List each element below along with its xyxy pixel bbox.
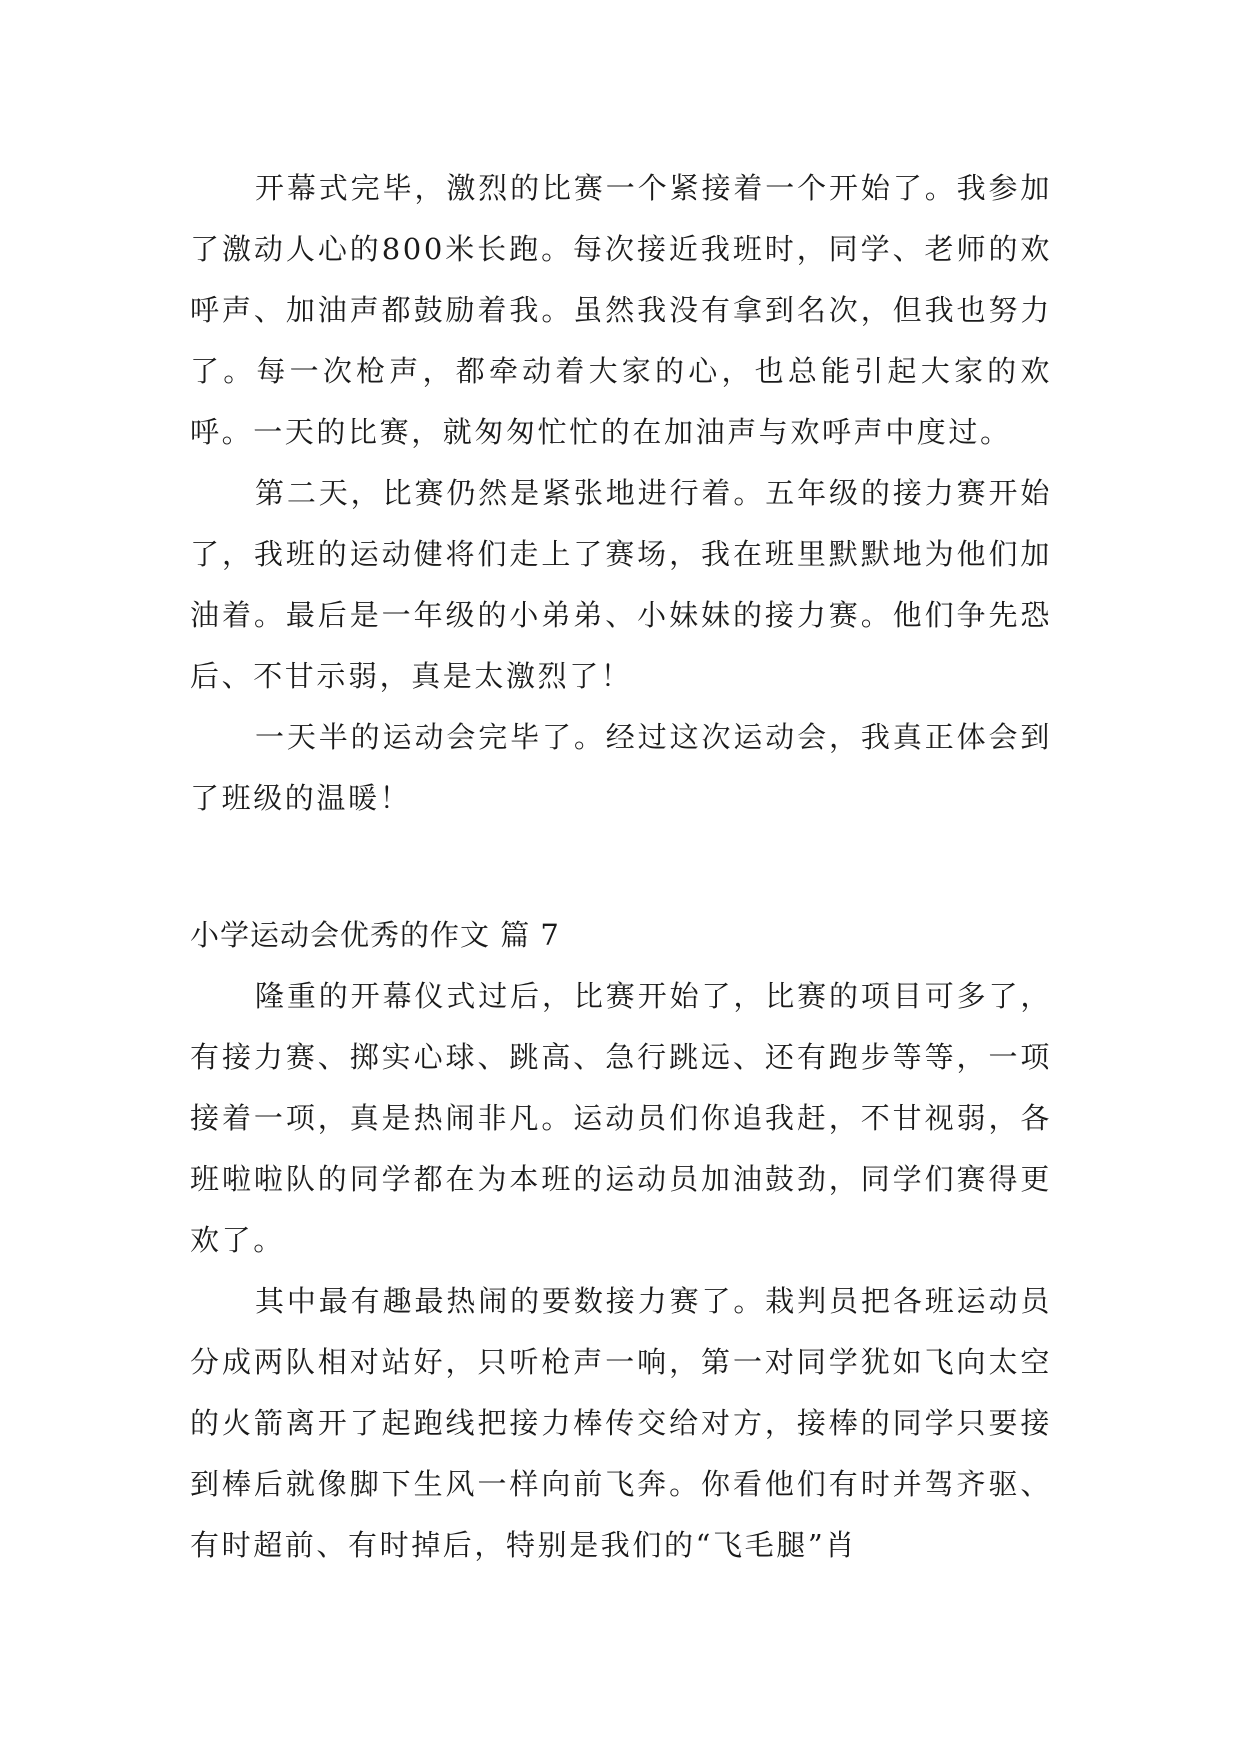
paragraph-second-day: 第二天，比赛仍然是紧张地进行着。五年级的接力赛开始了，我班的运动健将们走上了赛场，我在班里默默地为他们加油着。最后是一年级的小弟弟、小妹妹的接力赛。他们争先恐后、不甘示弱，真是太激烈了！ [190,476,1052,693]
section-title: 小学运动会优秀的作文 篇 7 [190,918,560,952]
paragraph-opening-ceremony: 开幕式完毕，激烈的比赛一个紧接着一个开始了。我参加了激动人心的800米长跑。每次接近我班时，同学、老师的欢呼声、加油声都鼓励着我。虽然我没有拿到名次，但我也努力了。每一次枪声，都牵动着大家的心，也总能引起大家的欢呼。一天的比赛，就匆匆忙忙的在加油声与欢呼声中度过。 [190,171,1052,449]
document-page [190,158,1052,1576]
paragraph-conclusion: 一天半的运动会完毕了。经过这次运动会，我真正体会到了班级的温暖！ [190,720,1052,815]
paragraph-events: 隆重的开幕仪式过后，比赛开始了，比赛的项目可多了，有接力赛、掷实心球、跳高、急行跳远、还有跑步等等，一项接着一项，真是热闹非凡。运动员们你追我赶，不甘视弱，各班啦啦队的同学都在为本班的运动员加油鼓劲，同学们赛得更欢了。 [190,979,1052,1257]
paragraph-relay: 其中最有趣最热闹的要数接力赛了。栽判员把各班运动员分成两队相对站好，只听枪声一响，第一对同学犹如飞向太空的火箭离开了起跑线把接力棒传交给对方，接棒的同学只要接到棒后就像脚下生风一样向前飞奔。你看他们有时并驾齐驱、有时超前、有时掉后，特别是我们的“飞毛腿”肖 [190,1284,1052,1562]
